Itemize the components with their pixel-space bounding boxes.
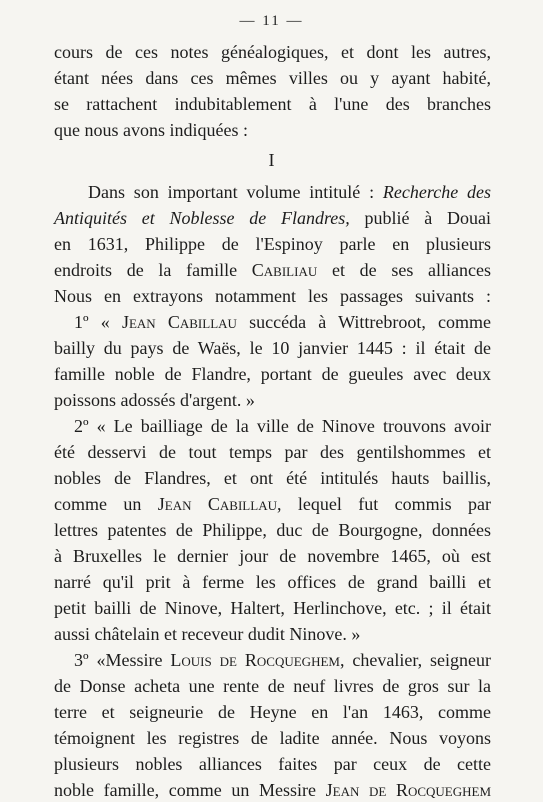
person-name: Jean Cabillau, [157, 494, 282, 514]
paragraph-text: comme un [54, 494, 142, 514]
paragraph-line: 2º « Le bailliage de la ville de Ninove trouvons avoir [74, 416, 491, 436]
book-title-part: Recherche des [382, 182, 491, 202]
paragraph-text: publié à Douai [364, 208, 491, 228]
paragraph-line: lettres patentes de Philippe, duc de Bourgogne, données [54, 520, 491, 540]
paragraph-line [54, 778, 491, 802]
paragraph-line [74, 648, 491, 672]
person-name: Jean de Rocqueghem [325, 780, 492, 800]
paragraph-line [54, 258, 491, 282]
intro-line-3: se rattachent indubitablement à l'une des branches [54, 94, 491, 114]
intro-line-2: étant nées dans ces mêmes villes ou y ayant habité, [54, 68, 491, 88]
paragraph-text: 1º « [74, 312, 110, 332]
paragraph-line [54, 206, 491, 230]
paragraph-line [88, 180, 491, 204]
paragraph-line: famille noble de Flandre, portant de gueules avec deux [54, 364, 491, 384]
person-name: Jean Cabillau [121, 312, 237, 332]
paragraph-line: à Bruxelles le dernier jour de novembre 1465, où est [54, 546, 491, 566]
paragraph-line: témoignent les registres de ladite année. Nous voyons [54, 728, 491, 748]
paragraph-line: aussi châtelain et receveur dudit Ninove. » [54, 624, 361, 644]
paragraph-text: et de ses alliances [331, 260, 492, 280]
paragraph-line: en 1631, Philippe de l'Espinoy parle en plusieurs [54, 234, 491, 254]
person-name: Louis de Rocqueghem, [170, 650, 345, 670]
paragraph-line: été desservi de tout temps par des gentilshommes et [54, 442, 491, 462]
paragraph-line: plusieurs nobles alliances faites par ceux de cette [54, 754, 491, 774]
paragraph-text: endroits de la famille [54, 260, 238, 280]
intro-line-1: cours de ces notes généalogiques, et dont les autres, [54, 42, 491, 62]
paragraph-line: nobles de Flandres, et ont été intitulés hauts baillis, [54, 468, 491, 488]
paragraph-line [74, 310, 491, 334]
paragraph-line: bailly du pays de Waës, le 10 janvier 1445 : il était de [54, 338, 491, 358]
paragraph-line: petit bailli de Ninove, Haltert, Herlinchove, etc. ; il était [54, 598, 491, 618]
book-title-part: Antiquités et Noblesse de Flandres, [54, 208, 350, 228]
paragraph-text: succéda à Wittrebroot, comme [249, 312, 492, 332]
paragraph-text: chevalier, seigneur [352, 650, 491, 670]
paragraph-text: noble famille, comme un Messire [54, 780, 316, 800]
paragraph-text: lequel fut commis par [297, 494, 492, 514]
paragraph-line [54, 492, 491, 516]
section-heading: I [268, 150, 275, 170]
page-number: — 11 — [239, 13, 304, 29]
paragraph-line: narré qu'il prit à ferme les offices de grand bailli et [54, 572, 491, 592]
paragraph-line: de Donse acheta une rente de neuf livres de gros sur la [54, 676, 491, 696]
family-name: Cabiliau [251, 260, 318, 280]
paragraph-text: Dans son important volume intitulé : [88, 182, 375, 202]
paragraph-line: Nous en extrayons notamment les passages suivants : [54, 286, 491, 306]
intro-line-4: que nous avons indiquées : [54, 120, 248, 140]
paragraph-line: poissons adossés d'argent. » [54, 390, 255, 410]
paragraph-line: terre et seigneurie de Heyne en l'an 1463, comme [54, 702, 491, 722]
paragraph-text: 3º «Messire [74, 650, 163, 670]
